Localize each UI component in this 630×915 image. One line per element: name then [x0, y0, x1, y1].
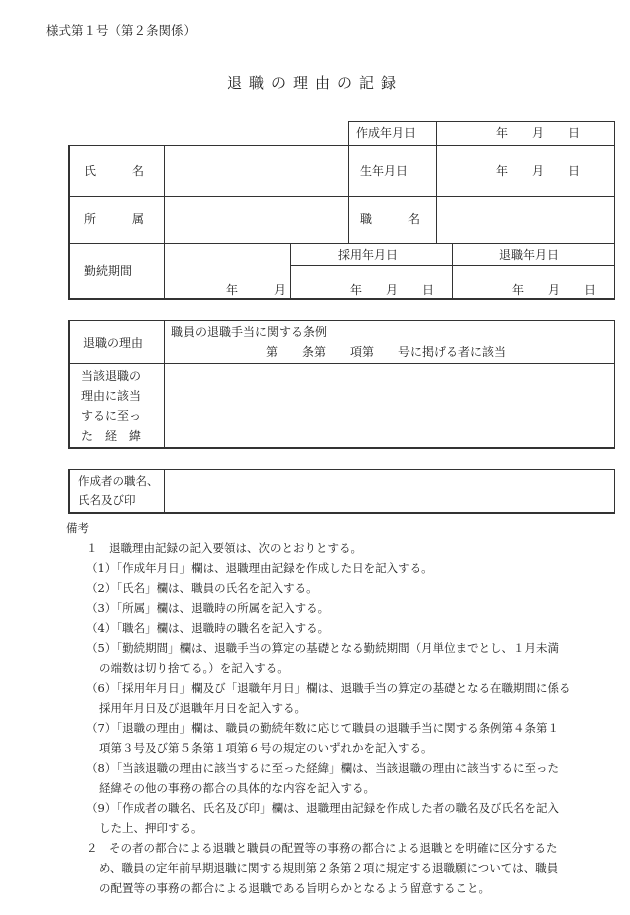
table-line: [290, 243, 291, 299]
table-line: [290, 265, 615, 266]
table-line: [348, 121, 615, 122]
created-date-label: 作成年月日: [356, 126, 417, 140]
table-line: [614, 320, 615, 448]
hire-date-label: 採用年月日: [338, 248, 399, 262]
remarks-subitem-continued: の端数は切り捨てる。）を記入する。: [99, 661, 289, 675]
author-label-line: 作成者の職名、: [78, 474, 159, 488]
remarks-section: [68, 518, 608, 898]
remarks-subitem: （9）「作成者の職名、氏名及び印」欄は、退職理由記録を作成した者の職名及び氏名を記入: [86, 801, 560, 815]
hire-date-value: 年 月 日: [350, 283, 435, 297]
table-line: [68, 243, 615, 244]
remarks-subitem-continued: した上、押印する。: [99, 821, 203, 835]
birth-date-label: 生年月日: [360, 164, 409, 178]
service-period-label: 勤続期間: [84, 264, 133, 278]
reason-ordinance-text: 職員の退職手当に関する条例: [171, 325, 328, 339]
remarks-item-2-continued: の配置等の事務の都合による退職である旨明らかとなるよう留意すること。: [99, 881, 490, 895]
circumstance-label-line: 理由に該当: [81, 389, 142, 403]
birth-date-value: 年 月 日: [496, 164, 581, 178]
table-line: [348, 145, 349, 243]
table-line: [348, 121, 349, 145]
table-line: [68, 469, 70, 514]
table-line: [68, 363, 615, 364]
reason-label: 退職の理由: [83, 336, 144, 350]
name-label: 氏 名: [84, 164, 145, 178]
remarks-subitem: （7）「退職の理由」欄は、職員の勤続年数に応じて職員の退職手当に関する条例第４条第１: [86, 721, 560, 735]
table-line: [452, 243, 453, 299]
table-line: [164, 145, 165, 299]
table-line: [614, 469, 615, 513]
table-line: [68, 145, 70, 300]
table-line: [614, 121, 615, 299]
remarks-subitem: （1）「作成年月日」欄は、退職理由記録を作成した日を記入する。: [86, 561, 433, 575]
remarks-subitem: （6）「採用年月日」欄及び「退職年月日」欄は、退職手当の算定の基礎となる在職期間に係る: [86, 681, 571, 695]
remarks-subitem-continued: 採用年月日及び退職年月日を記入する。: [99, 701, 306, 715]
affiliation-label: 所 属: [84, 212, 145, 226]
remarks-subitem-continued: 項第３号及び第５条第１項第６号の規定のいずれかを記入する。: [99, 741, 433, 755]
retire-date-value: 年 月 日: [512, 283, 597, 297]
remarks-subitem-continued: 経緯その他の事務の都合の具体的な内容を記入する。: [99, 781, 375, 795]
remarks-subitem: （4）「職名」欄は、退職時の職名を記入する。: [86, 621, 330, 635]
table-line: [68, 447, 615, 449]
table-line: [68, 298, 615, 300]
reason-article-text: 第 条第 項第 号に掲げる者に該当: [266, 345, 507, 359]
service-period-value: 年 月: [226, 283, 287, 297]
remarks-item-1: １ 退職理由記録の記入要領は、次のとおりとする。: [86, 541, 362, 555]
form-number: 様式第１号（第２条関係）: [46, 23, 197, 38]
table-line: [436, 121, 437, 145]
table-line: [68, 469, 615, 470]
table-line: [68, 196, 615, 197]
table-line: [68, 145, 615, 146]
circumstance-label-line: するに至っ: [81, 409, 142, 423]
circumstance-label-line: た 経 緯: [81, 429, 142, 443]
author-label-line: 氏名及び印: [78, 493, 136, 507]
remarks-subitem: （2）「氏名」欄は、職員の氏名を記入する。: [86, 581, 318, 595]
table-line: [164, 320, 165, 448]
retire-date-label: 退職年月日: [499, 248, 560, 262]
table-line: [68, 512, 615, 514]
remarks-subitem: （5）「勤続期間」欄は、退職手当の算定の基礎となる勤続期間（月単位までとし、１月未満: [86, 641, 560, 655]
remarks-subitem: （3）「所属」欄は、退職時の所属を記入する。: [86, 601, 330, 615]
document-title: 退職の理由の記録: [226, 74, 403, 92]
remarks-item-2: ２ その者の都合による退職と職員の配置等の事務の都合による退職とを明確に区分するた: [86, 841, 558, 855]
table-line: [436, 145, 437, 243]
table-line: [68, 320, 615, 321]
remarks-item-2-continued: め、職員の定年前早期退職に関する規則第２条第２項に規定する退職願については、職員: [99, 861, 559, 875]
remarks-heading: 備考: [66, 521, 89, 535]
table-line: [164, 469, 165, 513]
table-line: [68, 320, 70, 449]
remarks-subitem: （8）「当該退職の理由に該当するに至った経緯」欄は、当該退職の理由に該当するに至った: [86, 761, 560, 775]
circumstance-label-line: 当該退職の: [81, 369, 142, 383]
position-label: 職 名: [360, 212, 421, 226]
created-date-value: 年 月 日: [496, 126, 581, 140]
